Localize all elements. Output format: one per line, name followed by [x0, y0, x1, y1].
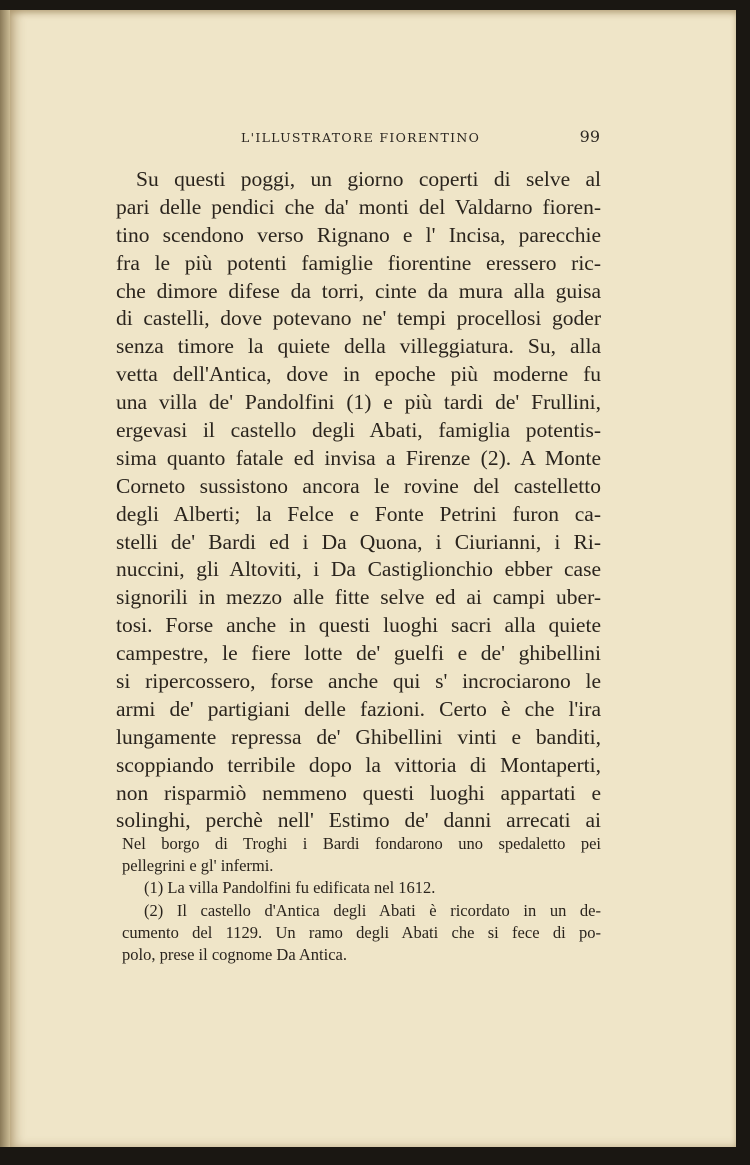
text-line: degli Alberti; la Felce e Fonte Petrini furon ca-	[116, 501, 601, 526]
text-line: solinghi, perchè nell' Estimo de' danni arrecati ai	[116, 808, 601, 833]
text-line: non risparmiò nemmeno questi luoghi appartati e	[116, 780, 601, 805]
footnote-line: polo, prese il cognome Da Antica.	[122, 944, 347, 964]
footnote-line: (2) Il castello d'Antica degli Abati è ricordato in un de-	[144, 900, 601, 920]
text-line: tino scendono verso Rignano e l' Incisa, parecchie	[116, 222, 601, 247]
text-line: Corneto sussistono ancora le rovine del castelletto	[116, 473, 601, 498]
footnote-line: (1) La villa Pandolfini fu edificata nel 1612.	[144, 878, 436, 898]
text-line: fra le più potenti famiglie fiorentine eressero ric-	[116, 250, 601, 275]
text-line: si ripercossero, forse anche qui s' incrociarono le	[116, 669, 601, 694]
body-text	[116, 166, 601, 835]
footnote-line: pellegrini e gl' infermi.	[122, 856, 274, 876]
text-line: ergevasi il castello degli Abati, famiglia potentis-	[116, 418, 601, 443]
text-line: armi de' partigiani delle fazioni. Certo è che l'ira	[116, 696, 601, 721]
footnote-line: Nel borgo di Troghi i Bardi fondarono uno spedaletto pei	[122, 834, 601, 853]
text-line: nuccini, gli Altoviti, i Da Castiglionchio ebber case	[116, 557, 601, 582]
text-line: tosi. Forse anche in questi luoghi sacri alla quiete	[116, 613, 601, 638]
text-line: stelli de' Bardi ed i Da Quona, i Ciurianni, i Ri-	[116, 529, 601, 554]
footnotes	[122, 833, 601, 966]
text-line: Su questi poggi, un giorno coperti di selve al	[136, 167, 601, 191]
text-line: senza timore la quiete della villeggiatura. Su, alla	[116, 334, 601, 359]
text-line: signorili in mezzo alle fitte selve ed ai campi uber-	[116, 585, 601, 610]
text-line: pari delle pendici che da' monti del Valdarno fioren-	[116, 194, 601, 219]
text-line: vetta dell'Antica, dove in epoche più moderne fu	[116, 362, 601, 387]
running-title: L'ILLUSTRATORE FIORENTINO	[241, 130, 481, 145]
text-line: che dimore difese da torri, cinte da mura alla guisa	[116, 278, 601, 303]
text-line: scoppiando terribile dopo la vittoria di Montaperti,	[116, 752, 601, 777]
text-line: lungamente repressa de' Ghibellini vinti e banditi,	[116, 724, 601, 749]
footnote-line: cumento del 1129. Un ramo degli Abati che si fece di po-	[122, 922, 601, 942]
page-number: 99	[579, 127, 600, 146]
text-line: di castelli, dove potevano ne' tempi procellosi goder	[116, 306, 601, 331]
text-line: una villa de' Pandolfini (1) e più tardi de' Frullini,	[116, 390, 601, 415]
text-line: campestre, le fiere lotte de' guelfi e de' ghibellini	[116, 641, 601, 666]
text-line: sima quanto fatale ed invisa a Firenze (2). A Monte	[116, 445, 601, 470]
